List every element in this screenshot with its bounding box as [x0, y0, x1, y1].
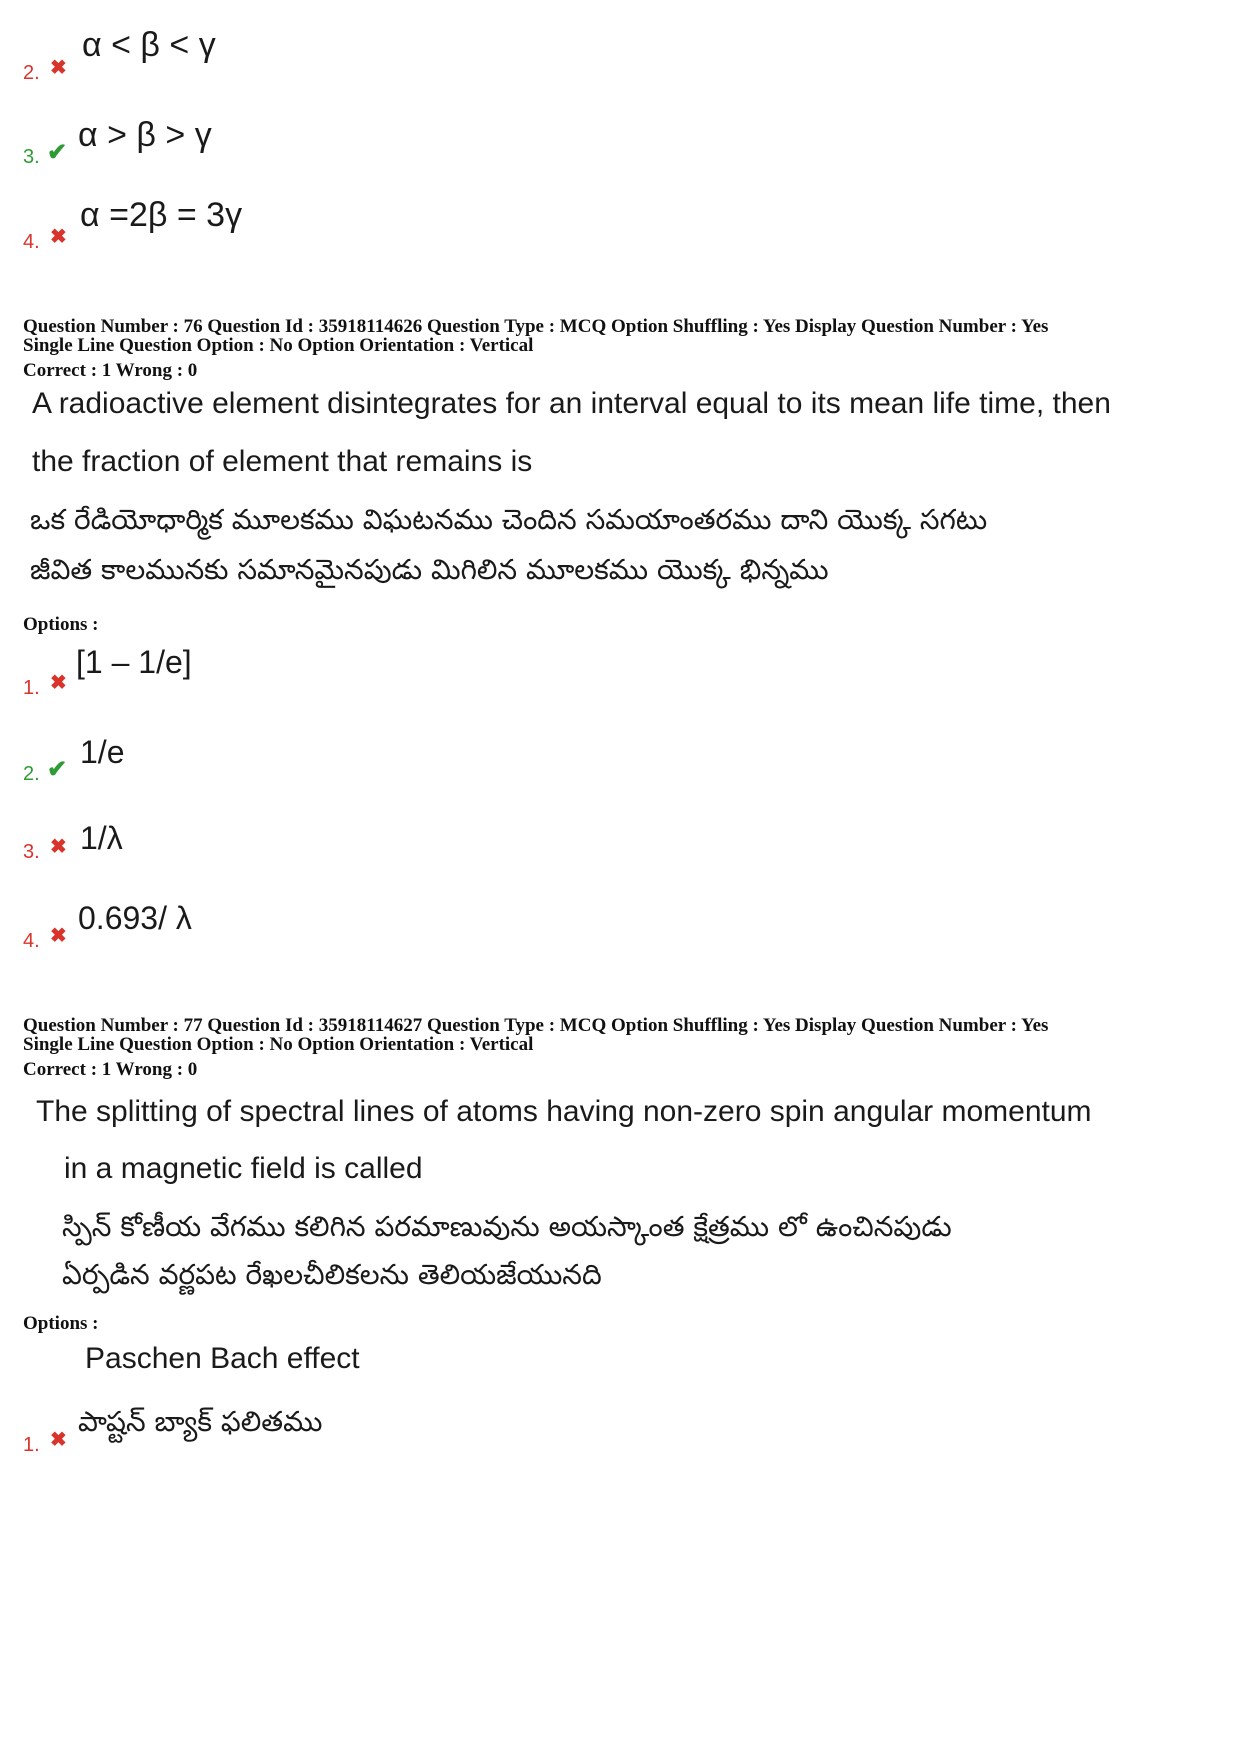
option-number: 3.: [23, 146, 40, 168]
question-text-te: ఒక రేడియోధార్మిక మూలకము విఘటనము చెందిన సమయాంతరము దాని యొక్క సగటు: [30, 503, 988, 536]
question-marks: Correct : 1 Wrong : 0: [23, 360, 198, 381]
question-text-te: ఏర్పడిన వర్ణపట రేఖలచీలికలను తెలియజేయునది: [62, 1258, 602, 1291]
option-text: 1/e: [80, 734, 125, 770]
question-text-en: A radioactive element disintegrates for an interval equal to its mean life time, then: [32, 387, 1111, 420]
option-text: α < β < γ: [82, 26, 216, 64]
question-text-en: the fraction of element that remains is: [32, 445, 533, 478]
option-number: 3.: [23, 841, 40, 863]
question-marks: Correct : 1 Wrong : 0: [23, 1059, 198, 1080]
question-text-te: స్పిన్ కోణీయ వేగము కలిగిన పరమాణువును అయస్కాంత క్షేత్రము లో ఉంచినపుడు: [62, 1210, 952, 1243]
question-meta: Question Number : 77 Question Id : 35918114627 Question Type : MCQ Option Shuffling : Yes Display Question Number : Yes: [23, 1015, 1049, 1036]
question-meta: Question Number : 76 Question Id : 35918114626 Question Type : MCQ Option Shuffling : Yes Display Question Number : Yes: [23, 316, 1049, 337]
cross-icon: ✖: [50, 226, 67, 248]
question-text-en: in a magnetic field is called: [64, 1152, 423, 1185]
question-text-en: The splitting of spectral lines of atoms having non-zero spin angular momentum: [36, 1095, 1092, 1128]
option-number: 4.: [23, 930, 40, 952]
option-text: 0.693/ λ: [78, 900, 192, 936]
option-number: 1.: [23, 677, 40, 699]
option-number: 2.: [23, 763, 40, 785]
question-meta: Single Line Question Option : No Option Orientation : Vertical: [23, 335, 534, 356]
cross-icon: ✖: [50, 1429, 67, 1451]
option-text: α > β > γ: [78, 116, 212, 154]
option-number: 4.: [23, 231, 40, 253]
option-text: 1/λ: [80, 820, 123, 856]
check-icon: ✔: [47, 756, 68, 783]
option-text: Paschen Bach effect: [85, 1342, 360, 1375]
cross-icon: ✖: [50, 925, 67, 947]
options-label: Options :: [23, 614, 99, 635]
option-text: [1 – 1/e]: [76, 644, 192, 680]
cross-icon: ✖: [50, 672, 67, 694]
cross-icon: ✖: [50, 836, 67, 858]
option-number: 2.: [23, 62, 40, 84]
question-meta: Single Line Question Option : No Option Orientation : Vertical: [23, 1034, 534, 1055]
option-text-te: పాష్టన్ బ్యాక్ ఫలితము: [78, 1405, 323, 1438]
cross-icon: ✖: [50, 57, 67, 79]
check-icon: ✔: [47, 139, 68, 166]
question-text-te: జీవిత కాలమునకు సమానమైనపుడు మిగిలిన మూలకము యొక్క భిన్నము: [30, 553, 829, 586]
option-number: 1.: [23, 1434, 40, 1456]
option-text: α =2β = 3γ: [80, 196, 243, 234]
options-label: Options :: [23, 1313, 99, 1334]
